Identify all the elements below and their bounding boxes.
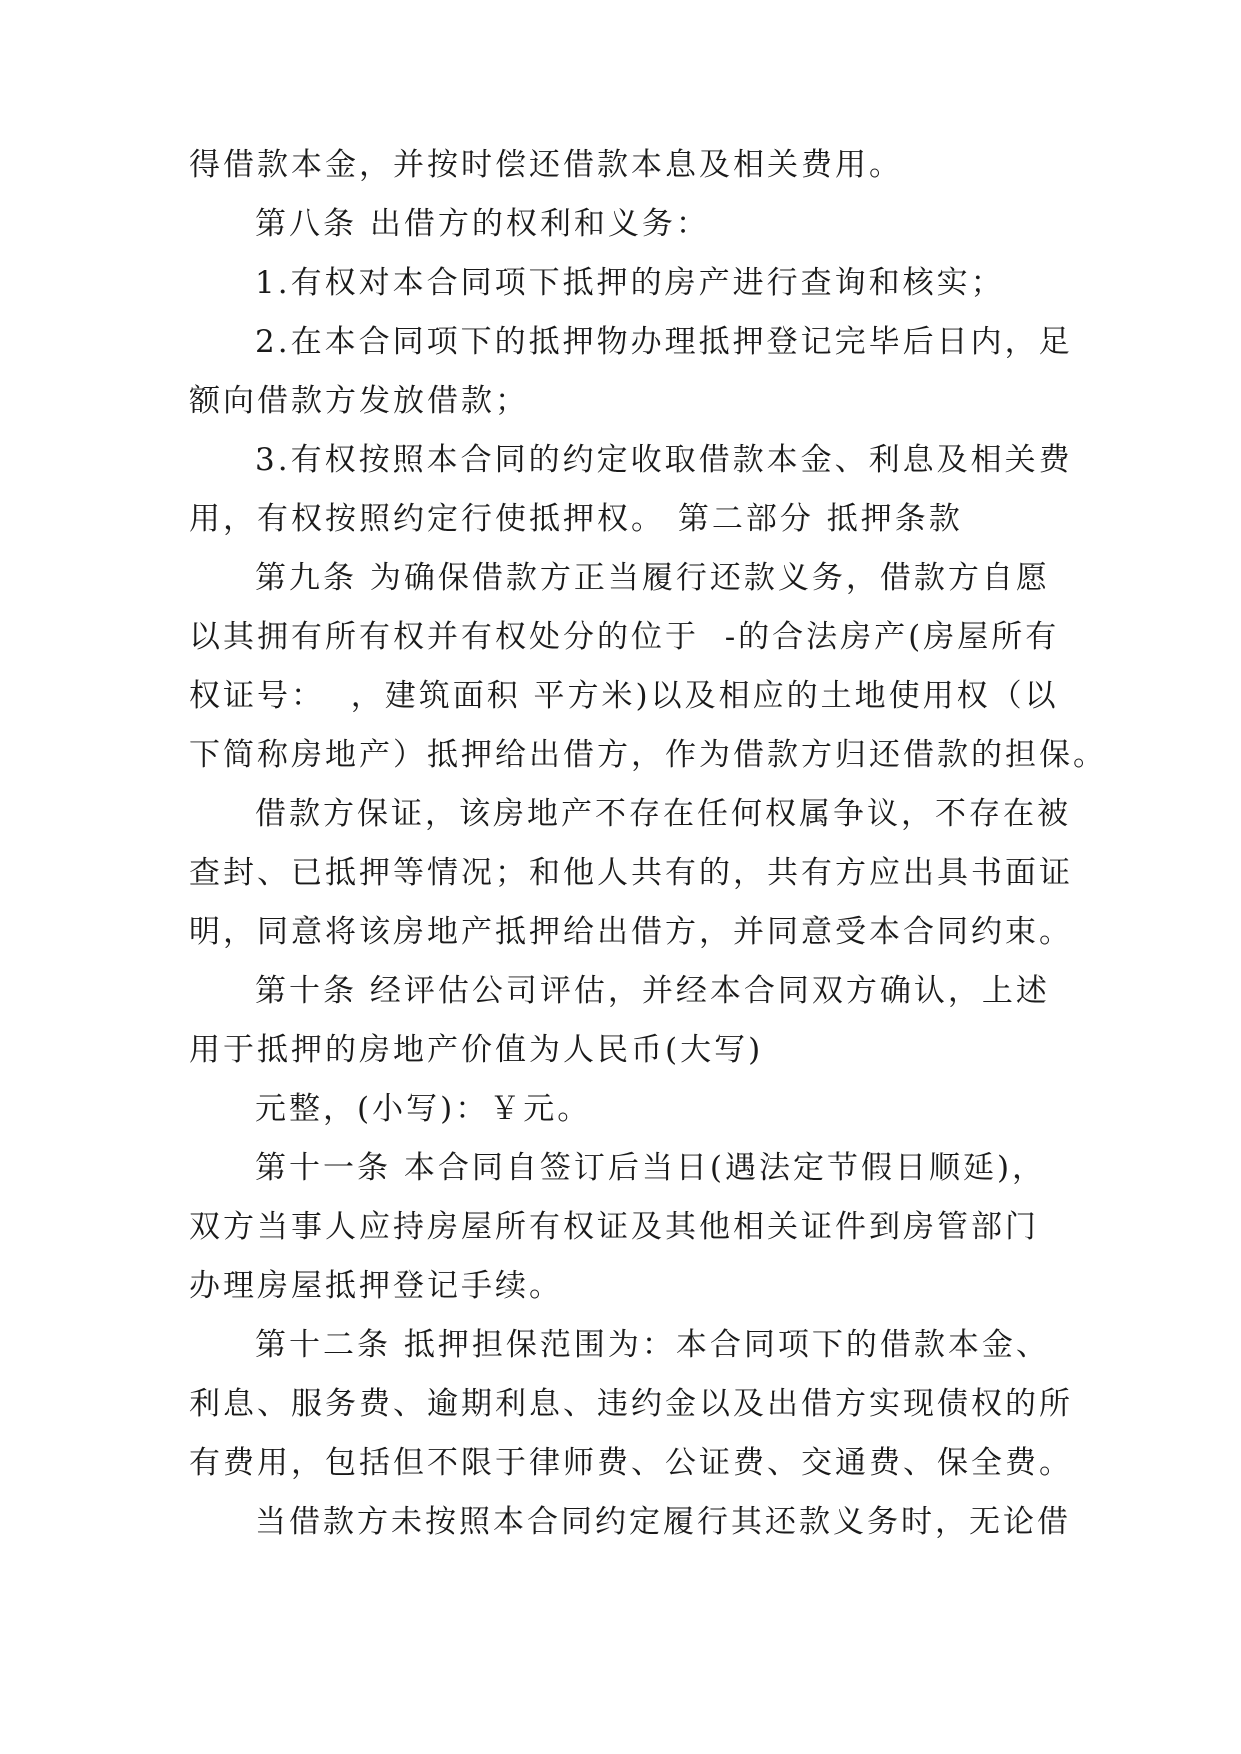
text-line: 得借款本金，并按时偿还借款本息及相关费用。: [189, 147, 903, 183]
text-line: 第九条 为确保借款方正当履行还款义务，借款方自愿: [255, 560, 1050, 596]
text-line: 第八条 出借方的权利和义务：: [255, 206, 710, 242]
text-line: 用于抵押的房地产价值为人民币(大写): [189, 1032, 764, 1068]
text-line: 元整，(小写)：￥元。: [255, 1091, 592, 1127]
text-line: 利息、服务费、逾期利息、违约金以及出借方实现债权的所: [189, 1386, 1073, 1422]
text-line: 明，同意将该房地产抵押给出借方，并同意受本合同约束。: [189, 914, 1073, 950]
text-line: 额向借款方发放借款；: [189, 383, 529, 419]
text-line: 下简称房地产）抵押给出借方，作为借款方归还借款的担保。: [189, 737, 1107, 773]
text-line: 第十一条 本合同自签订后当日(遇法定节假日顺延)，: [255, 1150, 1047, 1186]
text-line: 办理房屋抵押登记手续。: [189, 1268, 563, 1304]
text-line: 第十条 经评估公司评估，并经本合同双方确认，上述: [255, 973, 1050, 1009]
text-line: 双方当事人应持房屋所有权证及其他相关证件到房管部门: [189, 1209, 1039, 1245]
text-line: 借款方保证，该房地产不存在任何权属争议，不存在被: [255, 796, 1071, 832]
text-line: 1.有权对本合同项下抵押的房产进行查询和核实；: [255, 265, 1005, 301]
text-line: 查封、已抵押等情况；和他人共有的，共有方应出具书面证: [189, 855, 1073, 891]
text-line: 用，有权按照约定行使抵押权。 第二部分 抵押条款: [189, 501, 963, 537]
text-line: 第十二条 抵押担保范围为：本合同项下的借款本金、: [255, 1327, 1050, 1363]
text-line: 以其拥有所有权并有权处分的位于 -的合法房产(房屋所有: [189, 619, 1060, 655]
text-line: 3.有权按照本合同的约定收取借款本金、利息及相关费: [255, 442, 1073, 478]
text-line: 有费用，包括但不限于律师费、公证费、交通费、保全费。: [189, 1445, 1073, 1481]
text-line: 当借款方未按照本合同约定履行其还款义务时，无论借: [255, 1504, 1071, 1540]
text-line: 2.在本合同项下的抵押物办理抵押登记完毕后日内，足: [255, 324, 1073, 360]
text-line: 权证号： ，建筑面积 平方米)以及相应的土地使用权（以: [189, 678, 1059, 714]
